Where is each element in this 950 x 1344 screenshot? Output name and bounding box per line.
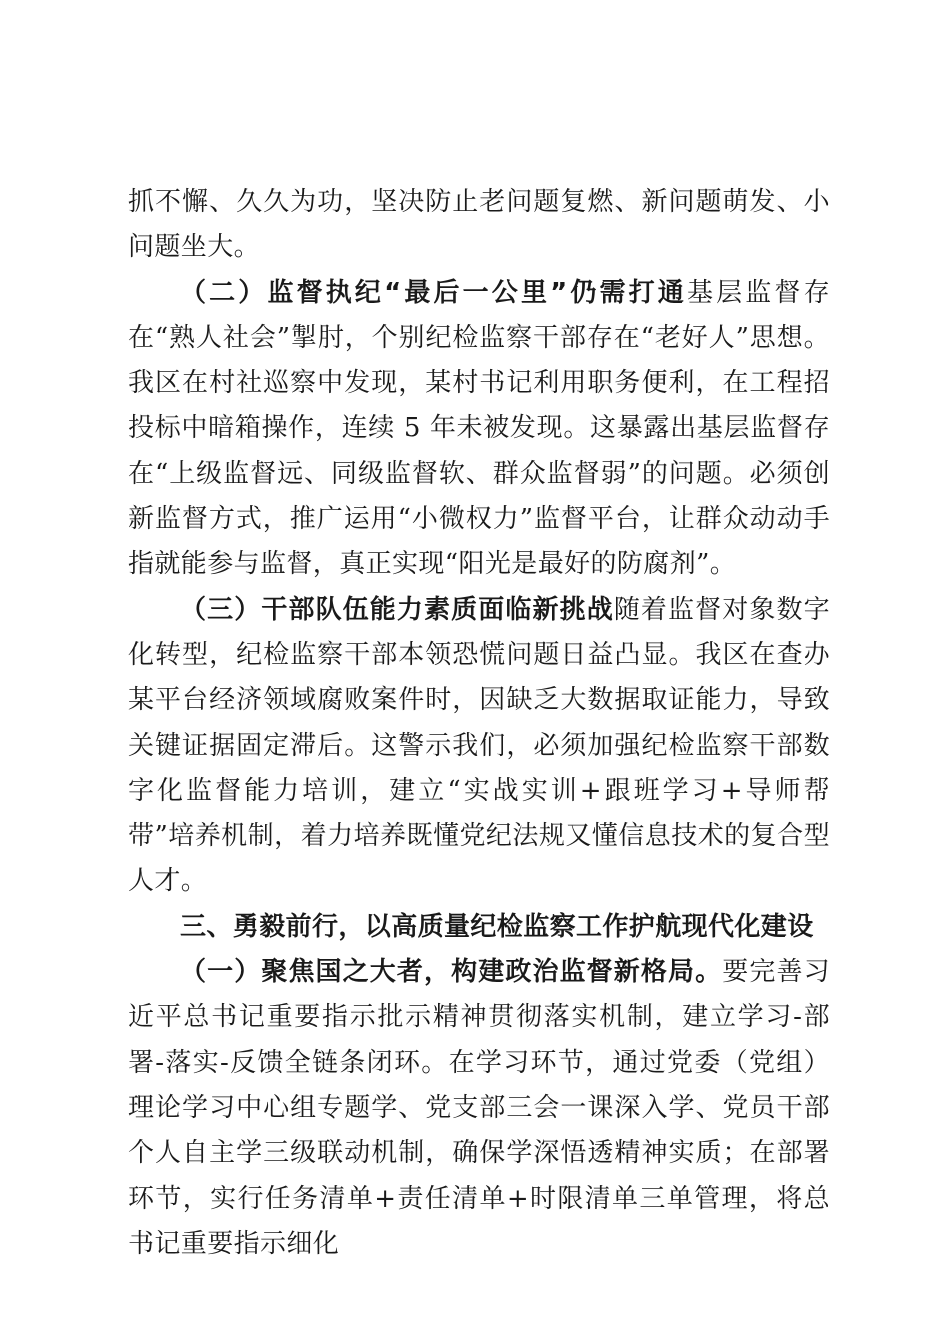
paragraph-lead: （三）干部队伍能力素质面临新挑战 [180, 594, 614, 625]
paragraph-text: 抓不懈、久久为功，坚决防止老问题复燃、新问题萌发、小问题坐大。 [128, 187, 830, 263]
paragraph-text: 随着监督对象数字化转型，纪检监察干部本领恐慌问题日益凸显。我区在查办某平台经济领域腐败案件时，因缺乏大数据取证能力，导致关键证据固定滞后。这警示我们，必须加强纪检监察干部数字化监督能力培训，建立“实战实训+跟班学习+导师帮带”培养机制，着力培养既懂党纪法规又懂信息技术的复合型人才。 [128, 594, 831, 897]
paragraph-lead: （二）监督执纪“最后一公里”仍需打通 [180, 277, 687, 308]
paragraph-political-supervision [128, 950, 830, 1267]
paragraph-cadre-capability [128, 588, 830, 905]
paragraph-supervision-last-mile [128, 271, 830, 588]
paragraph-lead: （一）聚焦国之大者，构建政治监督新格局。 [180, 957, 723, 988]
section-heading: 三、勇毅前行，以高质量纪检监察工作护航现代化建设 [180, 911, 814, 942]
paragraph-continuation [128, 180, 830, 271]
document-body [128, 180, 830, 1267]
paragraph-text: 要完善习近平总书记重要指示批示精神贯彻落实机制，建立学习-部署-落实-反馈全链条闭环。在学习环节，通过党委（党组）理论学习中心组专题学、党支部三会一课深入学、党员干部个人自主学三级联动机制，确保学深悟透精神实质；在部署环节，实行任务清单+责任清单+时限清单三单管理，将总书记重要指示细化 [128, 957, 830, 1259]
paragraph-text: 基层监督存在“熟人社会”掣肘，个别纪检监察干部存在“老好人”思想。我区在村社巡察中发现，某村书记利用职务便利，在工程招投标中暗箱操作，连续 5 年未被发现。这暴露出基层监督存在“上级监督远、同级监督软、群众监督弱”的问题。必须创新监督方式，推广运用“小微权力”监督平台，让群众动动手指就能参与监督，真正实现“阳光是最好的防腐剂”。 [128, 277, 830, 580]
